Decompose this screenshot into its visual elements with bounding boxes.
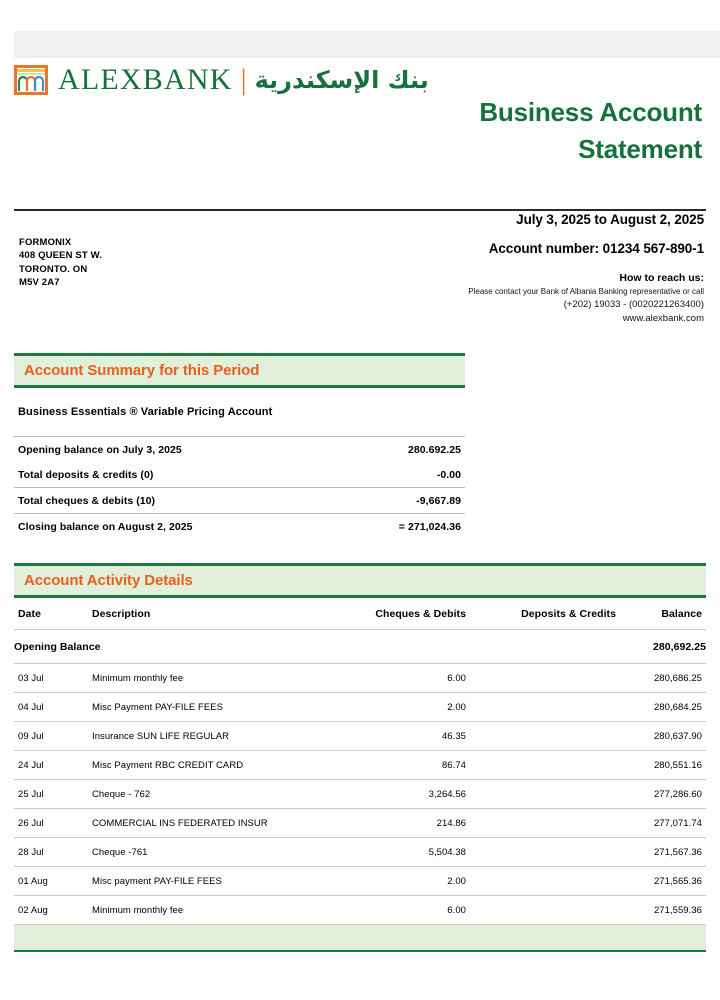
transaction-credit: [492, 896, 620, 925]
transaction-credit: [492, 722, 620, 751]
statement-meta: [274, 212, 704, 327]
summary-row-total-deposits: [14, 462, 465, 487]
transaction-debit: 46.35: [352, 722, 492, 751]
transaction-credit: [492, 664, 620, 693]
opening-balance-credit: [492, 630, 620, 664]
customer-postal-code: M5V 2A7: [19, 277, 60, 289]
transaction-date: 09 Jul: [14, 722, 92, 751]
summary-value: 280.692.25: [407, 444, 461, 456]
transaction-credit: [492, 693, 620, 722]
account-product-name: Business Essentials ® Variable Pricing Account: [18, 406, 273, 418]
transaction-debit: 2.00: [352, 693, 492, 722]
transaction-balance: 271,565.36: [620, 867, 706, 896]
contact-line-representative: Please contact your Bank of Albania Banking representative or call: [468, 287, 704, 296]
summary-label: Closing balance on August 2, 2025: [18, 521, 193, 533]
transaction-date: 04 Jul: [14, 693, 92, 722]
opening-balance-debit: [352, 630, 492, 664]
table-row: [14, 693, 706, 722]
transactions-table-body: [14, 630, 706, 925]
transaction-balance: 277,071.74: [620, 809, 706, 838]
table-row: [14, 838, 706, 867]
account-summary-heading: Account Summary for this Period: [14, 353, 465, 388]
alexbank-arches-logo-icon: [14, 65, 48, 95]
summary-row-opening-balance: [14, 436, 465, 462]
transaction-date: 24 Jul: [14, 751, 92, 780]
summary-label: Total cheques & debits (10): [18, 495, 156, 507]
transaction-debit: 214.86: [352, 809, 492, 838]
brand-name-ar: بنك الإسكندرية: [254, 66, 429, 94]
summary-value: -0.00: [436, 469, 461, 481]
summary-value: -9,667.89: [416, 495, 461, 507]
table-row: [14, 896, 706, 925]
contact-phone: (+202) 19033 - (0020221263400): [563, 299, 704, 310]
transaction-balance: 271,559.36: [620, 896, 706, 925]
summary-label: Total deposits & credits (0): [18, 469, 154, 481]
account-activity-section: [14, 563, 706, 952]
transaction-credit: [492, 867, 620, 896]
transaction-description: Misc Payment RBC CREDIT CARD: [92, 751, 352, 780]
transaction-debit: 6.00: [352, 664, 492, 693]
account-summary-section: [14, 353, 465, 539]
transaction-credit: [492, 751, 620, 780]
transactions-table: [14, 598, 706, 924]
brand-name-en: ALEXBANK: [58, 63, 233, 96]
account-number: Account number: 01234 567-890-1: [488, 241, 704, 256]
transaction-date: 03 Jul: [14, 664, 92, 693]
activity-table-footer-band: [14, 924, 706, 952]
transaction-balance: 280,684.25: [620, 693, 706, 722]
transaction-description: Cheque -761: [92, 838, 352, 867]
column-header-description: Description: [92, 608, 151, 620]
transaction-date: 26 Jul: [14, 809, 92, 838]
opening-balance-row: [14, 630, 706, 664]
page-title-line1: Business Account: [479, 97, 702, 127]
customer-address-block: [19, 236, 102, 290]
summary-row-total-debits: [14, 487, 465, 513]
transaction-description: Cheque - 762: [92, 780, 352, 809]
table-row: [14, 751, 706, 780]
customer-address-line2: TORONTO. ON: [19, 263, 88, 275]
transaction-debit: 6.00: [352, 896, 492, 925]
table-row: [14, 780, 706, 809]
transaction-balance: 277,286.60: [620, 780, 706, 809]
transaction-description: Minimum monthly fee: [92, 664, 352, 693]
page-title-line2: Statement: [578, 133, 702, 164]
transaction-balance: 280,551.16: [620, 751, 706, 780]
summary-label: Opening balance on July 3, 2025: [18, 444, 182, 456]
table-row: [14, 664, 706, 693]
transaction-debit: 5,504.38: [352, 838, 492, 867]
transaction-debit: 86.74: [352, 751, 492, 780]
transaction-date: 02 Aug: [14, 896, 92, 925]
transaction-date: 28 Jul: [14, 838, 92, 867]
transaction-description: Insurance SUN LIFE REGULAR: [92, 722, 352, 751]
brand-separator: |: [240, 63, 247, 96]
summary-row-closing-balance: [14, 513, 465, 539]
transaction-balance: 271,567.36: [620, 838, 706, 867]
transaction-description: Misc payment PAY-FILE FEES: [92, 867, 352, 896]
transaction-credit: [492, 809, 620, 838]
column-header-deposits-credits: Deposits & Credits: [521, 608, 616, 620]
contact-website: www.alexbank.com: [622, 313, 704, 325]
table-row: [14, 809, 706, 838]
column-header-date: Date: [18, 608, 41, 620]
opening-balance-amount: 280,692.25: [620, 630, 706, 664]
account-activity-body: [14, 598, 706, 952]
transaction-date: 25 Jul: [14, 780, 92, 809]
column-header-balance: Balance: [661, 608, 702, 620]
summary-value: = 271,024.36: [398, 521, 461, 533]
transaction-description: COMMERCIAL INS FEDERATED INSUR: [92, 809, 352, 838]
transaction-description: Minimum monthly fee: [92, 896, 352, 925]
statement-period: July 3, 2025 to August 2, 2025: [516, 212, 704, 227]
transaction-date: 01 Aug: [14, 867, 92, 896]
transaction-credit: [492, 838, 620, 867]
account-summary-body: [14, 388, 465, 539]
transaction-description: Misc Payment PAY-FILE FEES: [92, 693, 352, 722]
page-title: [272, 94, 702, 168]
customer-address-line1: 408 QUEEN ST W.: [19, 250, 103, 262]
transaction-balance: 280,686.25: [620, 664, 706, 693]
table-header-row: [14, 598, 706, 630]
transaction-balance: 280,637.90: [620, 722, 706, 751]
header-divider: [14, 209, 706, 211]
transaction-credit: [492, 780, 620, 809]
account-activity-heading: Account Activity Details: [14, 563, 706, 598]
transaction-debit: 3,264.56: [352, 780, 492, 809]
table-row: [14, 722, 706, 751]
column-header-cheques-debits: Cheques & Debits: [375, 608, 466, 620]
table-row: [14, 867, 706, 896]
transaction-debit: 2.00: [352, 867, 492, 896]
customer-name: FORMONIX: [19, 237, 72, 248]
opening-balance-label: Opening Balance: [14, 630, 352, 664]
how-to-reach-us-title: How to reach us:: [619, 272, 704, 284]
